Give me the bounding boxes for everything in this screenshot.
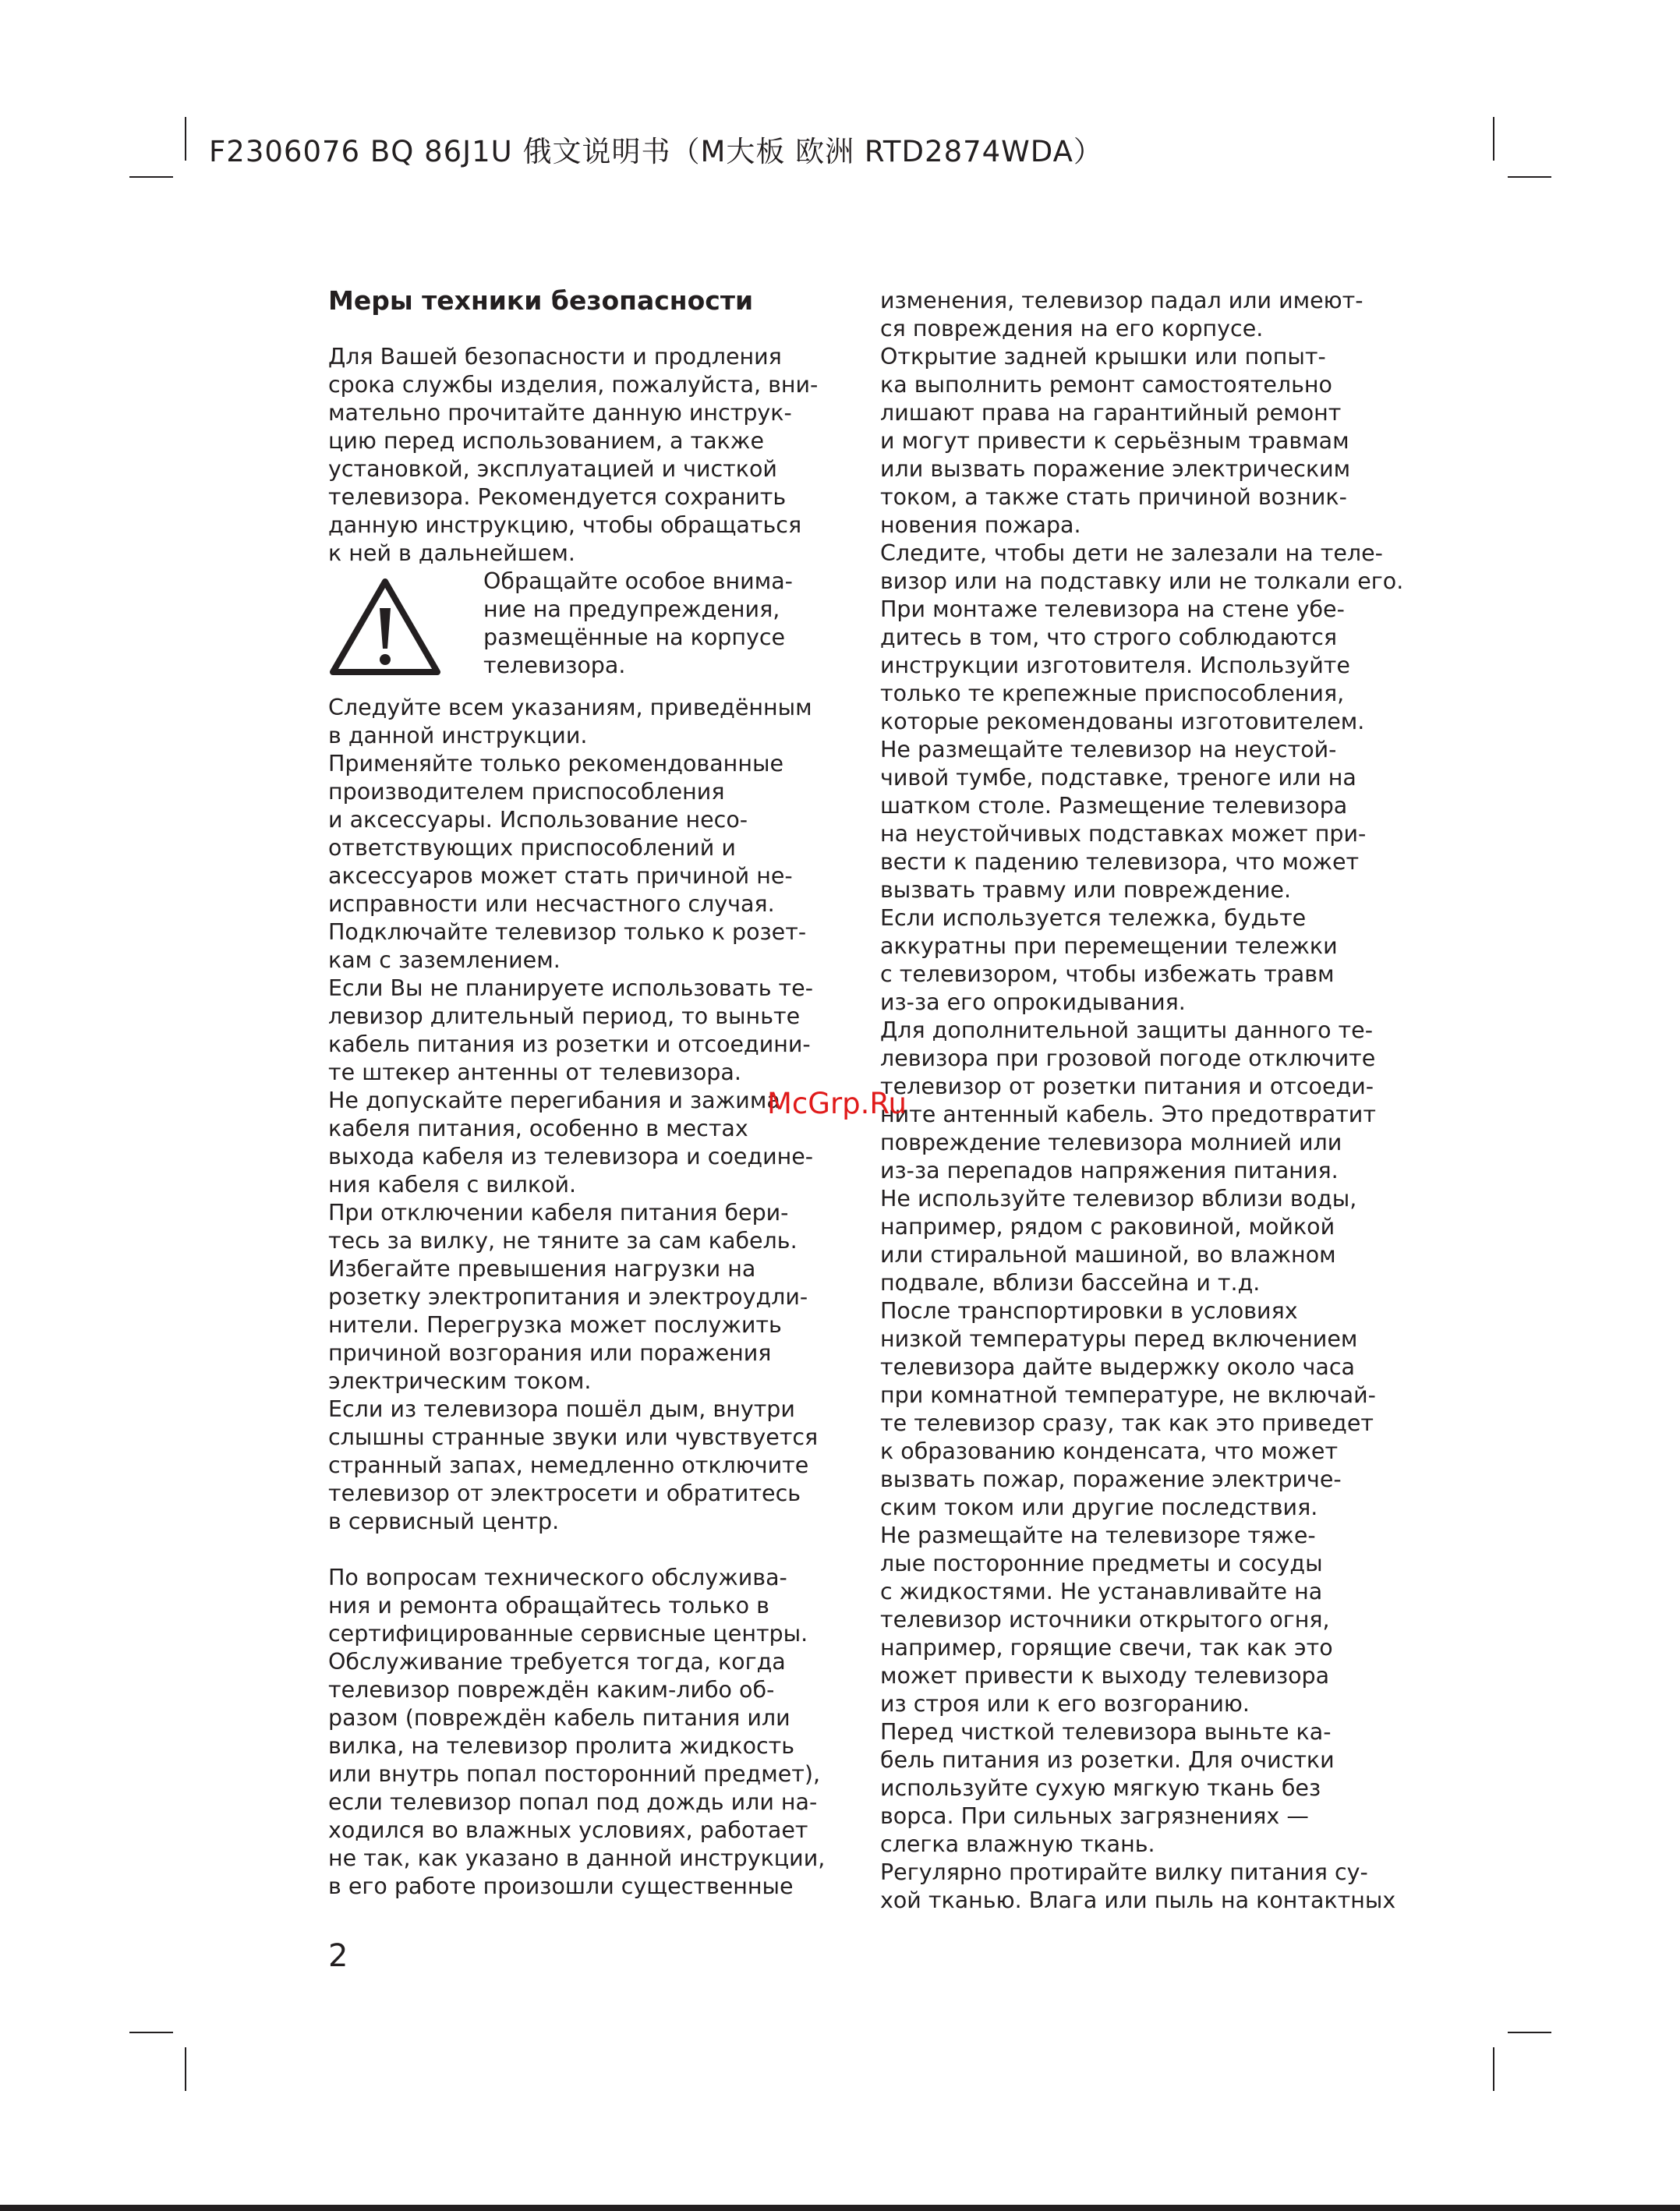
text-line: Обслуживание требуется тогда, когда	[328, 1649, 786, 1675]
text-line: аксессуаров может стать причиной не-	[328, 863, 793, 889]
text-line: с жидкостями. Не устанавливайте на	[880, 1579, 1323, 1604]
text-line: на неустойчивых подставках может при-	[880, 821, 1367, 847]
text-line: Если используется тележка, будьте	[880, 905, 1307, 931]
text-line: Если из телевизора пошёл дым, внутри	[328, 1396, 795, 1422]
text-line: кабель питания из розетки и отсоедини-	[328, 1031, 811, 1057]
text-line: Следите, чтобы дети не залезали на теле-	[880, 540, 1383, 566]
text-line: данную инструкцию, чтобы обращаться	[328, 512, 802, 538]
text-line: и аксессуары. Использование несо-	[328, 807, 748, 833]
watermark: McGrp.Ru	[767, 1087, 907, 1120]
text-line: Не допускайте перегибания и зажима	[328, 1088, 780, 1113]
text-line: Обращайте особое внима-	[483, 568, 793, 594]
text-line: ответствующих приспособлений и	[328, 835, 736, 861]
text-line: например, горящие свечи, так как это	[880, 1635, 1333, 1661]
text-line: инструкции изготовителя. Используйте	[880, 653, 1350, 678]
text-line: или стиральной машиной, во влажном	[880, 1242, 1336, 1268]
text-line: телевизор от розетки питания и отсоеди-	[880, 1074, 1374, 1099]
crop-mark-top-right-horizontal	[1508, 176, 1551, 178]
text-line: из строя или к его возгоранию.	[880, 1691, 1250, 1717]
text-line: может привести к выходу телевизора	[880, 1663, 1330, 1689]
intro-paragraph	[328, 343, 851, 568]
text-line: хой тканью. Влага или пыль на контактных	[880, 1887, 1396, 1913]
text-line: телевизор от электросети и обратитесь	[328, 1480, 801, 1506]
text-line: Если Вы не планируете использовать те-	[328, 975, 813, 1001]
text-line: левизора при грозовой погоде отключите	[880, 1045, 1376, 1071]
text-line: ходился во влажных условиях, работает	[328, 1817, 808, 1843]
text-line: производителем приспособления	[328, 779, 725, 805]
text-line: чивой тумбе, подставке, треноге или на	[880, 765, 1356, 791]
text-line: тесь за вилку, не тяните за сам кабель.	[328, 1228, 798, 1254]
text-line: ния и ремонта обращайтесь только в	[328, 1593, 769, 1618]
text-line: используйте сухую мягкую ткань без	[880, 1775, 1321, 1801]
warning-text	[483, 568, 793, 680]
text-line: вилка, на телевизор пролита жидкость	[328, 1733, 795, 1759]
text-line: не так, как указано в данной инструкции,	[328, 1845, 826, 1871]
crop-mark-bottom-left-horizontal	[129, 2032, 173, 2033]
text-line: сертифицированные сервисные центры.	[328, 1621, 808, 1647]
text-line: телевизора.	[483, 653, 626, 678]
text-line: низкой температуры перед включением	[880, 1326, 1358, 1352]
text-line: розетку электропитания и электроудли-	[328, 1284, 808, 1310]
text-line: ния кабеля с вилкой.	[328, 1172, 577, 1197]
text-line: при комнатной температуре, не включай-	[880, 1382, 1376, 1408]
text-line: ните антенный кабель. Это предотвратит	[880, 1102, 1376, 1127]
text-line: или вызвать поражение электрическим	[880, 456, 1351, 482]
text-line: повреждение телевизора молнией или	[880, 1130, 1342, 1155]
right-column	[880, 287, 1402, 1915]
text-line: Не размещайте телевизор на неустой-	[880, 737, 1337, 762]
text-line: ским током или другие последствия.	[880, 1495, 1318, 1520]
text-line: которые рекомендованы изготовителем.	[880, 709, 1365, 734]
text-line: Применяйте только рекомендованные	[328, 751, 783, 777]
text-line: нители. Перегрузка может послужить	[328, 1312, 782, 1338]
text-line: в данной инструкции.	[328, 723, 588, 748]
text-line: из-за перепадов напряжения питания.	[880, 1158, 1339, 1183]
text-line: выхода кабеля из телевизора и соедине-	[328, 1144, 814, 1169]
crop-mark-top-left-vertical	[185, 117, 186, 161]
crop-mark-bottom-right-vertical	[1493, 2047, 1494, 2091]
text-line: шатком столе. Размещение телевизора	[880, 793, 1348, 819]
text-line: те штекер антенны от телевизора.	[328, 1060, 741, 1085]
text-line: к ней в дальнейшем.	[328, 540, 575, 566]
text-line: током, а также стать причиной возник-	[880, 484, 1347, 510]
text-line: ся повреждения на его корпусе.	[880, 316, 1264, 341]
text-line: и могут привести к серьёзным травмам	[880, 428, 1349, 454]
text-line: При отключении кабеля питания бери-	[328, 1200, 789, 1226]
text-line: дитесь в том, что строго соблюдаются	[880, 624, 1338, 650]
text-line: слышны странные звуки или чувствуется	[328, 1424, 819, 1450]
text-line: мательно прочитайте данную инструк-	[328, 400, 792, 426]
text-line: странный запах, немедленно отключите	[328, 1452, 809, 1478]
text-line: например, рядом с раковиной, мойкой	[880, 1214, 1335, 1240]
text-line: новения пожара.	[880, 512, 1081, 538]
service-paragraph	[328, 1564, 851, 1901]
crop-mark-top-left-horizontal	[129, 176, 173, 178]
text-line: в его работе произошли существенные	[328, 1873, 794, 1899]
text-line: или внутрь попал посторонний предмет),	[328, 1761, 821, 1787]
warning-triangle-icon	[328, 577, 442, 677]
text-line: электрическим током.	[328, 1368, 592, 1394]
text-line: телевизор повреждён каким-либо об-	[328, 1677, 775, 1703]
text-line: вызвать травму или повреждение.	[880, 877, 1292, 903]
text-line: ка выполнить ремонт самостоятельно	[880, 372, 1332, 398]
text-line: с телевизором, чтобы избежать травм	[880, 961, 1335, 987]
text-line: аккуратны при перемещении тележки	[880, 933, 1338, 959]
section-title: Меры техники безопасности	[328, 285, 754, 316]
text-line: в сервисный центр.	[328, 1509, 560, 1534]
crop-mark-bottom-right-horizontal	[1508, 2032, 1551, 2033]
text-line: Подключайте телевизор только к розет-	[328, 919, 807, 945]
text-line: Открытие задней крышки или попыт-	[880, 344, 1326, 370]
text-line: только те крепежные приспособления,	[880, 681, 1345, 706]
text-line: изменения, телевизор падал или имеют-	[880, 288, 1363, 313]
text-line: размещённые на корпусе	[483, 624, 786, 650]
text-line: визор или на подставку или не толкали его.	[880, 568, 1404, 594]
text-line: При монтаже телевизора на стене убе-	[880, 596, 1345, 622]
text-line: Регулярно протирайте вилку питания су-	[880, 1859, 1368, 1885]
text-line: лишают права на гарантийный ремонт	[880, 400, 1342, 426]
text-line: После транспортировки в условиях	[880, 1298, 1298, 1324]
text-line: бель питания из розетки. Для очистки	[880, 1747, 1335, 1773]
text-line: если телевизор попал под дождь или на-	[328, 1789, 818, 1815]
text-line: исправности или несчастного случая.	[328, 891, 775, 917]
text-line: вести к падению телевизора, что может	[880, 849, 1360, 875]
text-line: кам с заземлением.	[328, 947, 561, 973]
text-line: слегка влажную ткань.	[880, 1831, 1155, 1857]
right-column-text	[880, 287, 1402, 1915]
bottom-edge-bar	[0, 2205, 1680, 2211]
text-line: Для Вашей безопасности и продления	[328, 344, 782, 370]
text-line: подвале, вблизи бассейна и т.д.	[880, 1270, 1261, 1296]
text-line: Не размещайте на телевизоре тяже-	[880, 1523, 1316, 1548]
text-line: вызвать пожар, поражение электриче-	[880, 1466, 1342, 1492]
text-line: ние на предупреждения,	[483, 596, 780, 622]
text-line: телевизора дайте выдержку около часа	[880, 1354, 1355, 1380]
text-line: Следуйте всем указаниям, приведённым	[328, 695, 812, 720]
text-line: те телевизор сразу, так как это приведет	[880, 1410, 1374, 1436]
warning-notice	[328, 568, 851, 680]
text-line: установкой, эксплуатацией и чисткой	[328, 456, 777, 482]
text-line: ворса. При сильных загрязнениях —	[880, 1803, 1309, 1829]
text-line: Избегайте превышения нагрузки на	[328, 1256, 756, 1282]
text-line: срока службы изделия, пожалуйста, вни-	[328, 372, 819, 398]
text-line: из-за его опрокидывания.	[880, 989, 1186, 1015]
text-line: левизор длительный период, то выньте	[328, 1003, 801, 1029]
text-line: разом (повреждён кабель питания или	[328, 1705, 790, 1731]
text-line: причиной возгорания или поражения	[328, 1340, 772, 1366]
text-line: Перед чисткой телевизора выньте ка-	[880, 1719, 1332, 1745]
text-line: телевизор источники открытого огня,	[880, 1607, 1330, 1633]
text-line: Для дополнительной защиты данного те-	[880, 1017, 1373, 1043]
print-header-title: F2306076 BQ 86J1U 俄文说明书（M大板 欧洲 RTD2874WDA）	[209, 135, 1103, 168]
page-number: 2	[328, 1938, 348, 1974]
crop-mark-top-right-vertical	[1493, 117, 1494, 161]
text-line: кабеля питания, особенно в местах	[328, 1116, 748, 1141]
text-line: цию перед использованием, а также	[328, 428, 764, 454]
text-line: Не используйте телевизор вблизи воды,	[880, 1186, 1357, 1212]
text-line: По вопросам технического обслужива-	[328, 1565, 787, 1590]
text-line: к образованию конденсата, что может	[880, 1438, 1339, 1464]
text-line: телевизора. Рекомендуется сохранить	[328, 484, 787, 510]
text-line: лые посторонние предметы и сосуды	[880, 1551, 1323, 1576]
crop-mark-bottom-left-vertical	[185, 2047, 186, 2091]
